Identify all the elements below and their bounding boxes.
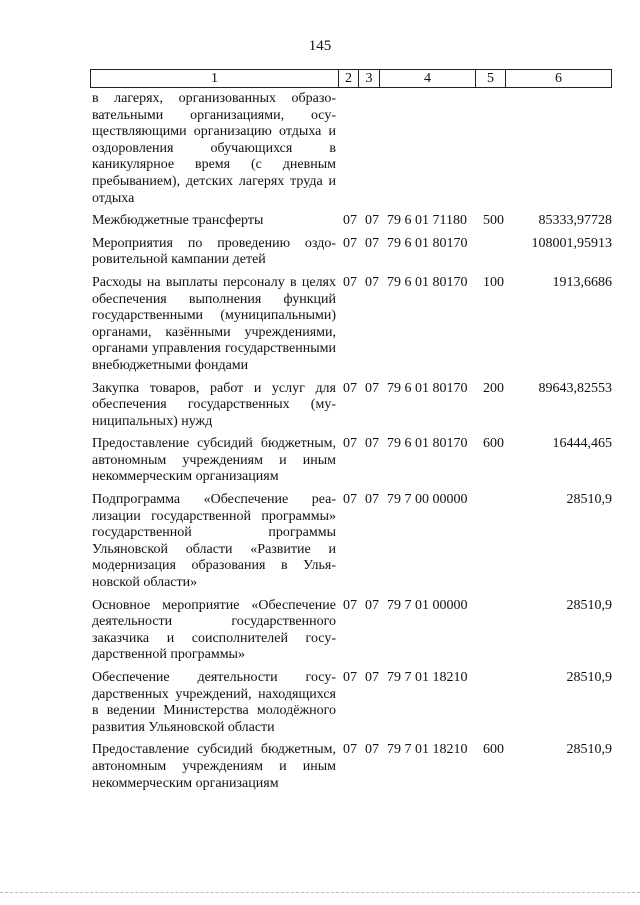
header-col-6: 6 [506,70,612,88]
table-row [92,236,612,275]
row-description: в лагерях, организованных образовательными организациями, осуществляющими организацию отдыха и оздоровления обучающихся в каникулярное время (с дневным пребыванием), детских лагерях труда и отдыха [92,91,336,206]
row-target-article: 79 6 01 80170 [387,274,468,290]
row-expense-type [483,598,513,670]
row-amount: 108001,95913 [531,235,612,251]
row-amount: 28510,9 [566,597,612,613]
row-description: Расходы на выплаты персоналу в целях обеспечения выполнения функций государственными (муниципальными) органами, казёнными учреждениями, органами управления государственными внебюджетными фондами [92,274,336,373]
row-expense-type: 600 [483,436,504,452]
column-header-row [90,69,612,88]
row-target-article: 79 6 01 80170 [387,380,468,396]
row-target-article: 79 6 01 80170 [387,235,468,251]
row-subsection-code: 07 [365,742,379,758]
header-col-3: 3 [359,70,380,88]
row-amount: 16444,465 [552,436,612,452]
row-description: Закупка товаров, работ и услуг для обеспечения государственных (муниципальных) нужд [92,380,336,429]
page-edge-line [0,892,640,893]
row-subsection-code [365,91,387,213]
row-target-article: 79 7 01 18210 [387,742,468,758]
row-gap [336,670,343,742]
table-row [92,492,612,598]
row-description: Мероприятия по проведению оздоровительной кампании детей [92,235,336,268]
row-gap [336,492,343,598]
row-target-article: 79 6 01 80170 [387,436,468,452]
row-target-article: 79 6 01 71180 [387,213,467,229]
row-gap [336,275,343,381]
row-amount: 28510,9 [566,670,612,685]
row-expense-type: 100 [483,274,504,290]
row-subsection-code: 07 [365,597,379,613]
row-description: Обеспечение деятельности государственных учреждений, находящихся в ведении Министерства молодёжного развития Ульяновской области [92,670,336,735]
header-col-2: 2 [339,70,359,88]
row-amount: 1913,6686 [552,274,612,290]
row-section-code: 07 [343,742,357,758]
row-gap [336,742,343,798]
row-section-code: 07 [343,492,357,508]
row-section-code: 07 [343,235,357,251]
table-row [92,742,612,798]
row-section-code: 07 [343,670,357,685]
row-expense-type [483,670,513,742]
row-expense-type: 200 [483,380,504,396]
header-col-1: 1 [91,70,339,88]
table-row [92,91,612,213]
row-amount [513,91,612,213]
row-section-code: 07 [343,436,357,452]
row-target-article: 79 7 01 18210 [387,670,468,685]
row-subsection-code: 07 [365,492,379,508]
table-row [92,275,612,381]
table-row [92,436,612,492]
row-gap [336,213,343,236]
table-row [92,598,612,670]
row-section-code: 07 [343,274,357,290]
row-subsection-code: 07 [365,213,379,229]
row-subsection-code: 07 [365,274,379,290]
row-target-article [387,91,483,213]
row-description: Подпрограмма «Обеспечение реализации государственной программы» государственной программы Ульяновской области «Развитие и модернизация образования в Ульяновской области» [92,492,336,591]
row-section-code: 07 [343,597,357,613]
row-amount: 28510,9 [566,492,612,508]
row-gap [336,236,343,275]
table-row [92,670,612,742]
row-subsection-code: 07 [365,670,379,685]
row-description: Предоставление субсидий бюджетным, автономным учреждениям и иным некоммерческим организациям [92,742,336,791]
row-target-article: 79 7 01 00000 [387,597,468,613]
row-amount: 89643,82553 [538,380,612,396]
row-description: Предоставление субсидий бюджетным, автономным учреждениям и иным некоммерческим организациям [92,436,336,485]
row-section-code [343,91,365,213]
header-col-5: 5 [476,70,506,88]
row-amount: 28510,9 [566,742,612,758]
table-row [92,381,612,437]
table-row [92,213,612,236]
row-target-article: 79 7 00 00000 [387,492,468,508]
row-expense-type [483,492,513,598]
row-section-code: 07 [343,213,357,229]
budget-table [92,91,612,798]
row-expense-type [483,236,513,275]
row-subsection-code: 07 [365,436,379,452]
page-number: 145 [308,38,332,54]
row-section-code: 07 [343,380,357,396]
header-col-4: 4 [380,70,476,88]
row-subsection-code: 07 [365,235,379,251]
row-expense-type: 500 [483,213,504,229]
row-expense-type [483,91,513,213]
row-gap [336,436,343,492]
row-description: Основное мероприятие «Обеспечение деятельности государственного заказчика и соисполнителей государственной программы» [92,597,336,663]
row-description: Межбюджетные трансферты [92,213,264,229]
row-subsection-code: 07 [365,380,379,396]
row-gap [336,91,343,213]
row-expense-type: 600 [483,742,504,758]
row-gap [336,598,343,670]
row-amount: 85333,97728 [538,213,612,229]
row-gap [336,381,343,437]
